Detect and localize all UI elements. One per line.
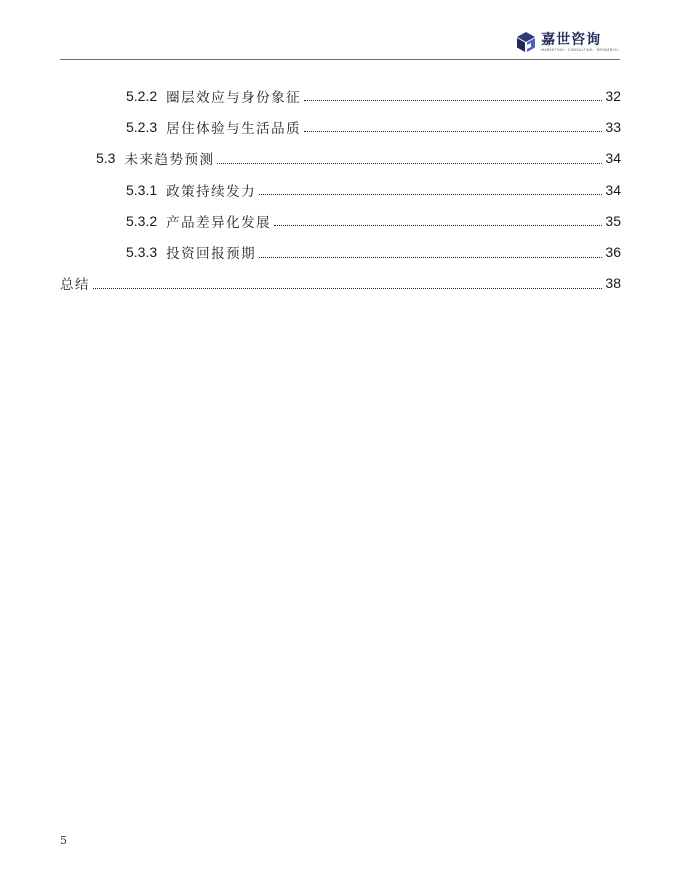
toc-entry-page: 32 (605, 87, 621, 104)
toc-entry-title: 圈层效应与身份象征 (166, 89, 302, 106)
page-header (60, 22, 620, 60)
toc-entry[interactable] (60, 205, 621, 236)
toc-entry[interactable] (60, 268, 621, 299)
toc-entry[interactable] (60, 111, 621, 142)
toc-entry-title: 投资回报预期 (166, 246, 257, 263)
company-logo (515, 28, 618, 56)
toc-dot-leader (304, 100, 602, 101)
toc-dot-leader (93, 288, 602, 289)
toc-entry-page: 36 (605, 244, 621, 261)
toc-entry-title: 政策持续发力 (166, 183, 257, 200)
toc-dot-leader (304, 131, 602, 132)
toc-dot-leader (259, 194, 602, 195)
logo-tagline: MARKETING · CONSULTING · RESEARCH (541, 47, 618, 52)
toc-dot-leader (259, 257, 602, 258)
toc-entry-title: 总结 (60, 277, 90, 294)
logo-cube-icon (515, 31, 537, 53)
toc-dot-leader (274, 225, 602, 226)
toc-entry-title: 居住体验与生活品质 (166, 120, 302, 137)
toc-entry-page: 33 (605, 118, 621, 135)
toc-entry-number: 5.3.2 (126, 212, 158, 229)
toc-entry-number: 5.2.2 (126, 87, 158, 104)
table-of-contents (60, 80, 621, 299)
toc-entry-page: 34 (605, 181, 621, 198)
toc-entry-number: 5.3.3 (126, 244, 158, 261)
toc-dot-leader (217, 163, 602, 164)
toc-entry[interactable] (60, 236, 621, 267)
header-divider (60, 59, 620, 60)
page-number: 5 (60, 834, 67, 847)
toc-entry-title: 未来趋势预测 (124, 152, 215, 169)
toc-entry-number: 5.3.1 (126, 181, 158, 198)
toc-entry[interactable] (60, 143, 621, 174)
toc-entry-page: 38 (605, 275, 621, 292)
toc-entry[interactable] (60, 174, 621, 205)
toc-entry-title: 产品差异化发展 (166, 214, 272, 231)
toc-entry-page: 34 (605, 150, 621, 167)
toc-entry-number: 5.3 (96, 150, 116, 167)
logo-name: 嘉世咨询 (541, 31, 602, 48)
toc-entry-number: 5.2.3 (126, 118, 158, 135)
toc-entry[interactable] (60, 80, 621, 111)
toc-entry-page: 35 (605, 212, 621, 229)
